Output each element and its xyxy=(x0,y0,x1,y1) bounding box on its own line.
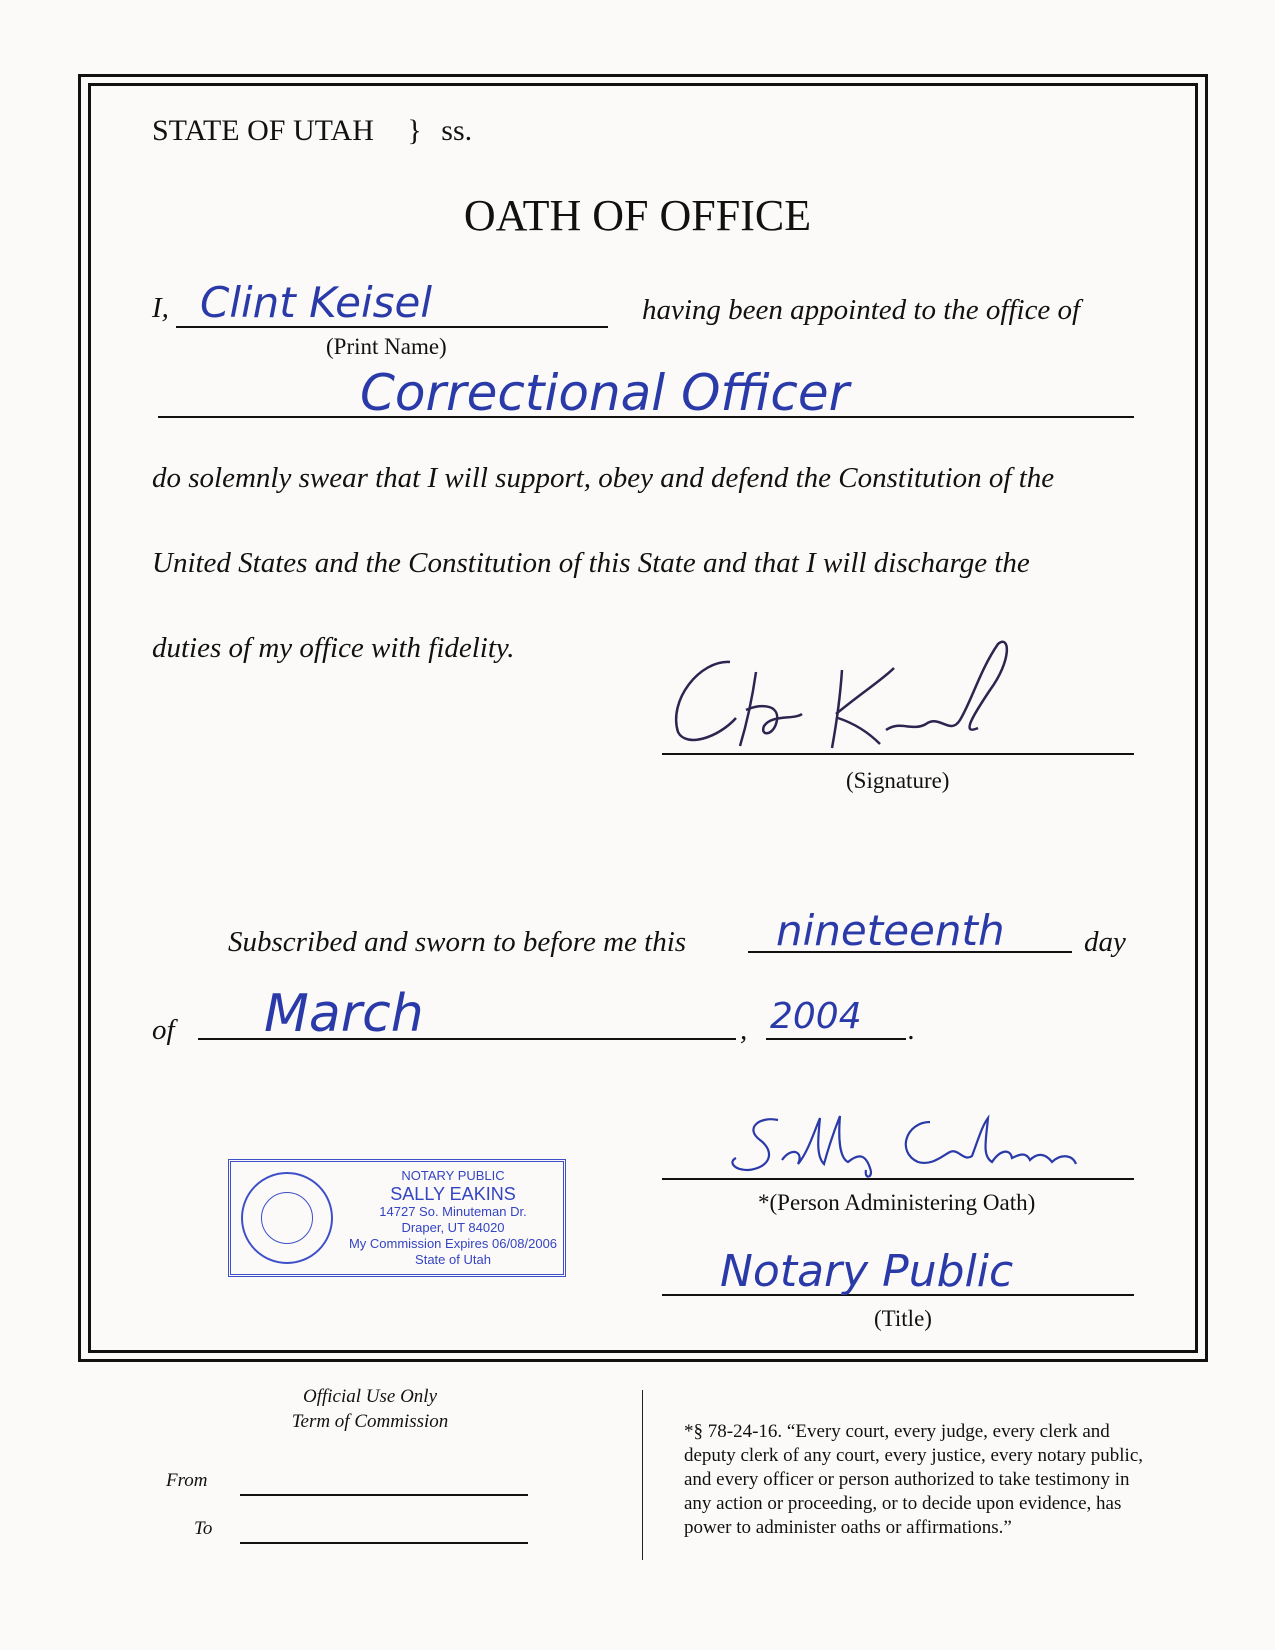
subscribed-text: Subscribed and sworn to before me this xyxy=(228,926,687,958)
stamp-state: State of Utah xyxy=(415,1252,491,1267)
stamp-commission: My Commission Expires 06/08/2006 xyxy=(348,1236,558,1251)
notary-stamp xyxy=(228,1159,566,1277)
to-label: To xyxy=(194,1518,213,1539)
handwritten-title: Notary Public xyxy=(720,1246,1014,1297)
venue-line xyxy=(152,114,472,148)
statute-line: power to administer oaths or affirmations.” xyxy=(684,1517,1012,1538)
administering-label: *(Person Administering Oath) xyxy=(758,1190,1036,1215)
brace: } xyxy=(407,114,422,147)
term-of-commission-label: Term of Commission xyxy=(291,1411,449,1432)
seal-center xyxy=(261,1192,313,1244)
appointed-text: having been appointed to the office of xyxy=(642,294,1081,326)
handwritten-month: March xyxy=(264,984,424,1044)
state-name: STATE OF UTAH xyxy=(152,114,374,147)
print-name-label: (Print Name) xyxy=(326,334,447,359)
document-title: OATH OF OFFICE xyxy=(463,191,812,240)
title-label: (Title) xyxy=(874,1306,932,1331)
to-line xyxy=(240,1542,528,1544)
handwritten-name: Clint Keisel xyxy=(200,278,433,327)
notary-signature xyxy=(720,1112,1100,1178)
statute-line: deputy clerk of any court, every justice, every notary public, xyxy=(684,1445,1143,1466)
ss-mark: ss. xyxy=(441,114,473,147)
administering-line xyxy=(662,1178,1134,1180)
handwritten-day: nineteenth xyxy=(776,906,1005,955)
stamp-address-1: 14727 So. Minuteman Dr. xyxy=(379,1204,527,1219)
from-label: From xyxy=(166,1470,208,1491)
statute-text xyxy=(684,1420,1143,1540)
statute-line: and every officer or person authorized to take testimony in xyxy=(684,1469,1130,1490)
statute-line: *§ 78-24-16. “Every court, every judge, every clerk and xyxy=(684,1421,1110,1442)
official-use-label: Official Use Only xyxy=(302,1386,438,1407)
footer-divider xyxy=(642,1390,643,1560)
signature-label: (Signature) xyxy=(846,768,950,793)
officer-signature xyxy=(660,640,1060,760)
stamp-text xyxy=(343,1168,563,1268)
state-seal-icon xyxy=(241,1172,333,1264)
stamp-heading: NOTARY PUBLIC xyxy=(401,1168,505,1183)
month-comma: , xyxy=(740,1014,748,1046)
signature-line xyxy=(662,753,1134,755)
of-label: of xyxy=(152,1014,175,1046)
handwritten-office: Correctional Officer xyxy=(360,364,850,422)
oath-line-2: United States and the Constitution of this State and that I will discharge the xyxy=(152,547,1030,579)
oath-prefix: I, xyxy=(152,292,169,324)
handwritten-year: 2004 xyxy=(770,996,862,1037)
day-label: day xyxy=(1084,926,1126,958)
year-period: . xyxy=(908,1014,916,1046)
statute-line: any action or proceeding, or to decide upon evidence, has xyxy=(684,1493,1122,1514)
stamp-notary-name: SALLY EAKINS xyxy=(390,1184,516,1204)
oath-line-3: duties of my office with fidelity. xyxy=(152,632,515,664)
year-line xyxy=(766,1038,906,1040)
oath-line-1: do solemnly swear that I will support, obey and defend the Constitution of the xyxy=(152,462,1055,494)
from-line xyxy=(240,1494,528,1496)
stamp-address-2: Draper, UT 84020 xyxy=(401,1220,505,1235)
